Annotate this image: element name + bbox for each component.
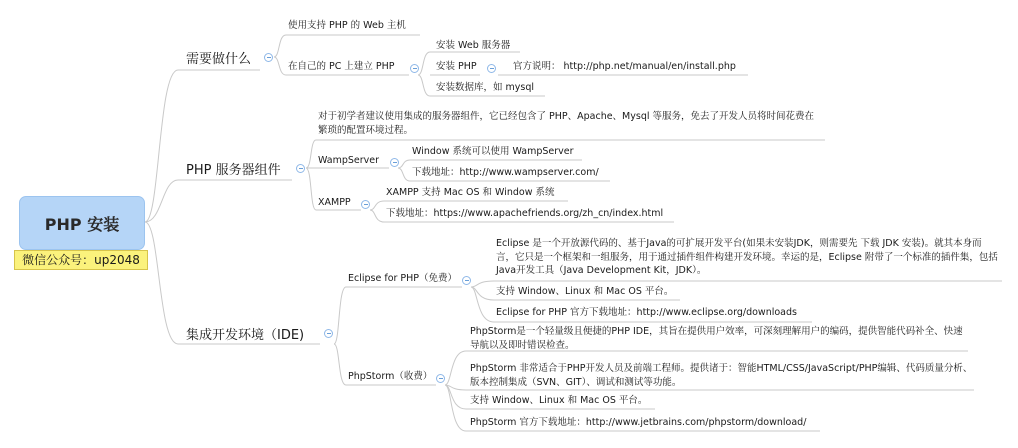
branch-ide[interactable]: 集成开发环境（IDE) (186, 328, 305, 343)
node-install-db[interactable]: 安装数据库，如 mysql (436, 82, 535, 93)
node-xampp[interactable]: XAMPP (318, 197, 351, 208)
node-xampp-download[interactable]: 下载地址：https://www.apachefriends.org/zh_cn/index.html (386, 208, 664, 219)
node-own-pc[interactable]: 在自己的 PC 上建立 PHP (288, 61, 395, 72)
collapse-toggle-install-php[interactable] (487, 64, 496, 73)
node-eclipse-download[interactable]: Eclipse for PHP 官方下载地址：http://www.eclipse.org/downloads (496, 307, 797, 318)
collapse-toggle-phpstorm[interactable] (436, 374, 445, 383)
node-phpstorm-desc1[interactable]: PhpStorm是一个轻量级且便捷的PHP IDE，其旨在提供用户效率，可深刻理解用户的编码，提供智能代码补全、快速导航以及即时错误检查。 (470, 326, 963, 351)
collapse-toggle-server[interactable] (296, 164, 305, 173)
wechat-badge: 微信公众号：up2048 (14, 250, 148, 270)
node-xampp-support[interactable]: XAMPP 支持 Mac OS 和 Window 系统 (386, 187, 555, 198)
node-phpstorm-platforms[interactable]: 支持 Window、Linux 和 Mac OS 平台。 (470, 395, 648, 406)
node-eclipse[interactable]: Eclipse for PHP（免费） (348, 273, 458, 284)
collapse-toggle-wampserver[interactable] (390, 158, 399, 167)
node-server-advice[interactable]: 对于初学者建议使用集成的服务器组件，它已经包含了 PHP、Apache、Mysql 等服务，免去了开发人员将时间花费在繁琐的配置环境过程。 (318, 111, 815, 136)
branch-server[interactable]: PHP 服务器组件 (186, 163, 281, 178)
node-official-doc[interactable]: 官方说明： http://php.net/manual/en/install.php (513, 61, 736, 72)
root-topic[interactable] (19, 196, 145, 250)
node-wampserver[interactable]: WampServer (318, 155, 380, 166)
node-phpstorm-desc2[interactable]: PhpStorm 非常适合于PHP开发人员及前端工程师。提供诸于：智能HTML/CSS/JavaScript/PHP编辑、代码质量分析、版本控制集成（SVN、GIT）、调试和测试等功能。 (470, 363, 973, 388)
node-install-web-server[interactable]: 安装 Web 服务器 (436, 40, 511, 51)
node-phpstorm-download[interactable]: PhpStorm 官方下载地址：http://www.jetbrains.com/phpstorm/download/ (470, 417, 807, 428)
node-eclipse-platforms[interactable]: 支持 Window、Linux 和 Mac OS 平台。 (496, 286, 674, 297)
collapse-toggle-todo[interactable] (264, 53, 273, 62)
node-install-php[interactable]: 安装 PHP (436, 61, 477, 72)
collapse-toggle-ide[interactable] (324, 329, 333, 338)
collapse-toggle-eclipse[interactable] (462, 276, 471, 285)
node-phpstorm[interactable]: PhpStorm（收费） (348, 371, 433, 382)
root-title: PHP 安装 (44, 214, 120, 234)
node-eclipse-desc[interactable]: Eclipse 是一个开放源代码的、基于Java的可扩展开发平台(如果未安装JDK，则需要先 下载 JDK 安装)。就其本身而言，它只是一个框架和一组服务，用于通过插件组件构建开发环境。幸运的是，Eclipse 附带了一个标准的插件集，包括Java开发工具（Java Development Kit，JDK）。 (496, 238, 998, 276)
node-wamp-windows[interactable]: Window 系统可以使用 WampServer (412, 146, 574, 157)
node-web-host[interactable]: 使用支持 PHP 的 Web 主机 (288, 20, 406, 31)
node-wamp-download[interactable]: 下载地址：http://www.wampserver.com/ (412, 167, 599, 178)
collapse-toggle-xampp[interactable] (361, 200, 370, 209)
branch-todo[interactable]: 需要做什么 (186, 52, 252, 67)
collapse-toggle-own-pc[interactable] (410, 64, 419, 73)
